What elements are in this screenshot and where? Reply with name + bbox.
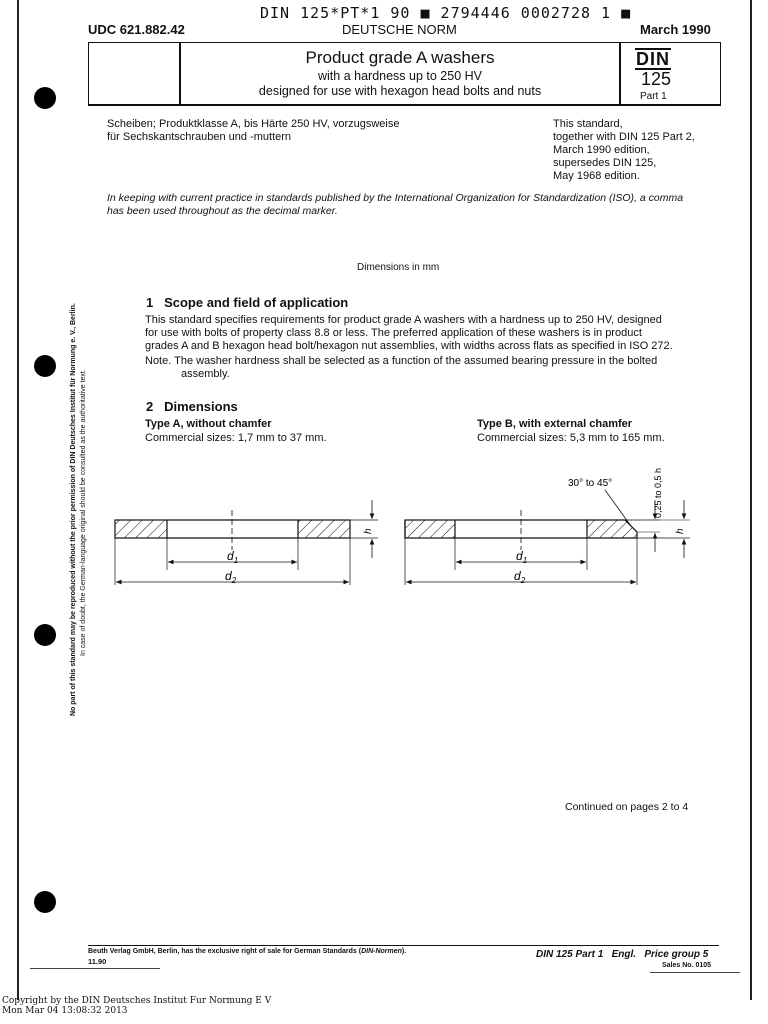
type-b-title: Type B, with external chamfer: [477, 418, 633, 430]
title-block: [88, 42, 721, 106]
section-1-heading: 1 Scope and field of application: [146, 295, 349, 310]
german-title-line: für Sechskantschrauben und -muttern: [107, 131, 292, 143]
supersedes-line: March 1990 edition,: [553, 144, 650, 156]
dim-label-h: h: [675, 528, 686, 534]
udc-number: UDC 621.882.42: [88, 22, 185, 37]
publisher-text: ).: [401, 948, 407, 955]
continued-note: Continued on pages 2 to 4: [565, 801, 689, 813]
supersedes-note: [553, 118, 695, 183]
copyright-stamp: [2, 996, 271, 1016]
dim-label-d2: $d_2$: [225, 569, 237, 585]
type-b-washer-section: [405, 490, 690, 585]
header-rule: [88, 104, 721, 105]
note-line: Note. The washer hardness shall be selected as a function of the assumed bearing pressure in the bolted: [145, 355, 658, 367]
type-a-title: Type A, without chamfer: [145, 418, 272, 430]
footer-date-code: 11.90: [88, 957, 107, 966]
dim-label-h: h: [363, 528, 374, 534]
type-a-sizes: Commercial sizes: 1,7 mm to 37 mm.: [145, 432, 327, 444]
sales-number: Sales No. 0105: [662, 962, 712, 969]
subtitle: with a hardness up to 250 HV: [318, 69, 482, 83]
dim-label-d1: $d_1$: [227, 549, 239, 565]
punch-hole: [34, 624, 56, 646]
german-title: [107, 118, 399, 144]
body-line: grades A and B hexagon head bolt/hexagon nut assemblies, with widths across flats as specified in ISO 272.: [145, 340, 673, 352]
subtitle: designed for use with hexagon head bolts and nuts: [258, 84, 542, 98]
body-line: for use with bolts of property class 8.8 or less. The preferred application of these washers is in product: [145, 327, 642, 339]
publisher-text: Beuth Verlag GmbH, Berlin, has the exclusive right of sale for German Standards (: [88, 948, 362, 955]
footer-rule: [88, 945, 719, 946]
supersedes-line: May 1968 edition.: [553, 170, 640, 182]
type-b-sizes: Commercial sizes: 5,3 mm to 165 mm.: [477, 432, 665, 444]
iso-note-line: In keeping with current practice in standards published by the International Organization for Standardization (ISO), a comma: [107, 192, 684, 204]
page-border-left: [17, 0, 19, 1000]
supersedes-line: together with DIN 125 Part 2,: [553, 131, 695, 143]
deutsche-norm-label: DEUTSCHE NORM: [342, 22, 457, 37]
publisher-text: DIN-Normen: [361, 948, 402, 955]
dim-label-d2: $d_2$: [514, 569, 526, 585]
footer-doc-ref: DIN 125 Part 1 Engl. Price group 5: [536, 949, 709, 960]
divider: [619, 43, 621, 105]
dim-label-d1: $d_1$: [516, 549, 528, 565]
chamfer-angle-label: 30° to 45°: [568, 478, 613, 489]
issue-date: March 1990: [640, 22, 711, 37]
section-1-body: [145, 314, 673, 381]
side-notice-line: No part of this standard may be reproduced without the prior permission of DIN Deutsches Institut für Normung e. V., Berlin.: [70, 303, 77, 716]
punch-hole: [34, 87, 56, 109]
supersedes-line: supersedes DIN 125,: [553, 157, 657, 169]
iso-note: [107, 192, 683, 218]
type-a-washer-section: [115, 500, 378, 585]
page-title: Product grade A washers: [305, 48, 495, 67]
dimensions-note: Dimensions in mm: [357, 262, 440, 273]
document-code: DIN 125*PT*1 90 ■ 2794446 0002728 1 ■: [260, 4, 632, 22]
side-notice-line: In case of doubt, the German-language original should be consulted as the authoritative text.: [80, 369, 87, 656]
copyright-line: Mon Mar 04 13:08:32 2013: [2, 1006, 128, 1016]
scan-mark: [650, 972, 740, 973]
scan-mark: [30, 968, 160, 969]
page-border-right: [750, 0, 752, 1000]
iso-note-line: has been used throughout as the decimal marker.: [107, 205, 338, 217]
publisher-note: [88, 948, 406, 955]
section-2-heading: 2 Dimensions: [146, 399, 238, 414]
punch-hole: [34, 355, 56, 377]
note-line: assembly.: [181, 368, 230, 380]
din-part: Part 1: [640, 91, 667, 102]
washer-figures: [100, 460, 720, 590]
body-line: This standard specifies requirements for product grade A washers with a hardness up to 250 HV, designed: [145, 314, 662, 326]
punch-hole: [34, 891, 56, 913]
din-logo: DIN: [636, 49, 670, 69]
copyright-line: Copyright by the DIN Deutsches Institut Fur Normung E V: [2, 996, 272, 1006]
german-title-line: Scheiben; Produktklasse A, bis Härte 250 HV, vorzugsweise: [107, 118, 400, 130]
supersedes-line: This standard,: [553, 118, 623, 130]
chamfer-height-label: 0,25 to 0,5 h: [653, 467, 663, 518]
din-number: 125: [641, 69, 672, 89]
